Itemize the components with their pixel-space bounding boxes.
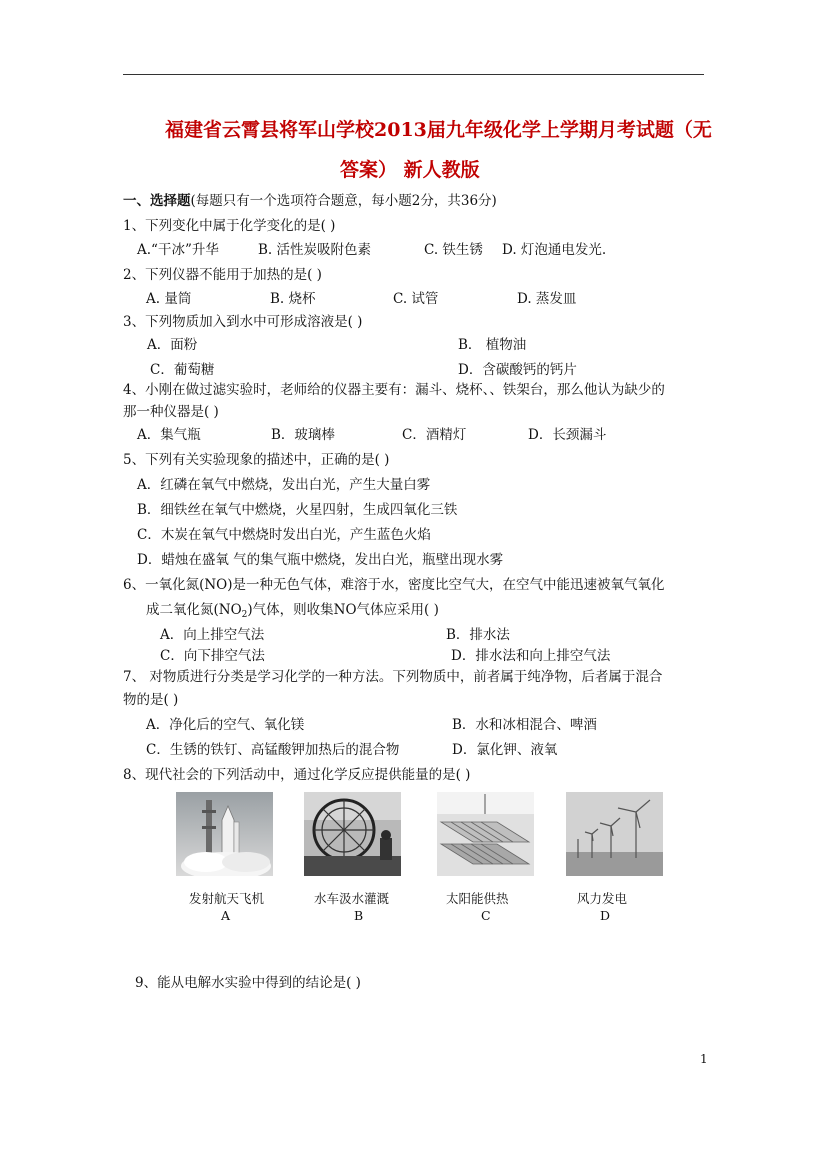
photo-waterwheel — [304, 792, 401, 876]
section-note: (每题只有一个选项符合题意，每小题2分，共36分) — [190, 193, 497, 209]
q6-stem-part2: )气体，则收集NO气体应采用( ) — [247, 602, 439, 618]
q6-option-d: D．排水法和向上排空气法 — [451, 648, 611, 664]
q6-option-a: A．向上排空气法 — [160, 627, 265, 643]
q2-option-b: B. 烧杯 — [270, 291, 316, 307]
q1-option-c: C. 铁生锈 — [424, 242, 483, 258]
q5-option-d: D．蜡烛在盛氧 气的集气瓶中燃烧，发出白光，瓶壁出现水雾 — [137, 552, 504, 568]
section-header — [123, 192, 497, 210]
q4-option-a: A．集气瓶 — [137, 427, 201, 443]
q4-option-b: B．玻璃棒 — [271, 427, 335, 443]
q2-option-d: D. 蒸发皿 — [517, 291, 577, 307]
q1-stem: 1、下列变化中属于化学变化的是( ) — [123, 218, 336, 234]
q4-stem-line2: 那一种仪器是( ) — [123, 404, 219, 420]
photo-wind-power — [566, 792, 663, 876]
q3-option-d: D．含碳酸钙的钙片 — [458, 362, 577, 378]
q5-option-a: A．红磷在氧气中燃烧，发出白光，产生大量白雾 — [137, 477, 431, 493]
q2-stem: 2、下列仪器不能用于加热的是( ) — [123, 267, 322, 283]
q4-option-c: C．酒精灯 — [402, 427, 467, 443]
q4-stem-line1: 4、小刚在做过滤实验时，老师给的仪器主要有：漏斗、烧杯、、铁架台，那么他认为缺少的 — [123, 382, 665, 398]
q7-stem-line1: 7、 对物质进行分类是学习化学的一种方法。下列物质中，前者属于纯净物，后者属于混合 — [123, 669, 663, 685]
doc-title-line1: 福建省云霄县将军山学校2013届九年级化学上学期月考试题（无 — [165, 119, 712, 141]
q3-stem: 3、下列物质加入到水中可形成溶液是( ) — [123, 314, 363, 330]
q8-letter-d: D — [600, 908, 611, 923]
q2-option-c: C. 试管 — [393, 291, 439, 307]
q7-option-a: A．净化后的空气、氧化镁 — [146, 717, 305, 733]
q7-option-c: C．生锈的铁钉、高锰酸钾加热后的混合物 — [146, 742, 400, 758]
q7-option-b: B．水和冰相混合、啤酒 — [452, 717, 597, 733]
q8-caption-d: 风力发电 — [577, 891, 628, 906]
q8-letter-b: B — [354, 908, 364, 923]
q3-option-b: B． 植物油 — [458, 337, 527, 353]
q8-caption-a: 发射航天飞机 — [189, 891, 265, 906]
q8-letter-a: A — [221, 908, 231, 923]
q4-option-d: D．长颈漏斗 — [528, 427, 607, 443]
q8-caption-c: 太阳能供热 — [446, 891, 509, 906]
q6-option-c: C．向下排空气法 — [160, 648, 265, 664]
doc-title-line2: 答案） 新人教版 — [340, 159, 480, 181]
q8-stem: 8、现代社会的下列活动中，通过化学反应提供能量的是( ) — [123, 767, 471, 783]
q6-option-b: B．排水法 — [446, 627, 510, 643]
q2-option-a: A. 量筒 — [146, 291, 192, 307]
q8-letter-c: C — [481, 908, 491, 923]
q1-option-a: A.“干冰”升华 — [137, 242, 219, 258]
q6-subscript: 2 — [241, 610, 248, 620]
q7-option-d: D．氯化钾、液氧 — [452, 742, 558, 758]
q6-stem-part1: 成二氧化氮(NO — [146, 602, 242, 618]
q5-option-b: B．细铁丝在氧气中燃烧，火星四射，生成四氧化三铁 — [137, 502, 458, 518]
q1-option-b: B. 活性炭吸附色素 — [258, 242, 372, 258]
q3-option-c: C．葡萄糖 — [150, 362, 215, 378]
photo-solar-heating — [437, 792, 534, 876]
header-rule — [123, 74, 704, 75]
section-heading: 一、选择题 — [123, 193, 191, 209]
q1-option-d: D. 灯泡通电发光. — [502, 242, 607, 258]
q8-caption-b: 水车汲水灌溉 — [314, 891, 390, 906]
q3-option-a: A．面粉 — [147, 337, 198, 353]
q6-stem-line1: 6、一氧化氮(NO)是一种无色气体，难溶于水，密度比空气大，在空气中能迅速被氧气氧化 — [123, 577, 665, 593]
q7-stem-line2: 物的是( ) — [123, 692, 179, 708]
q9-stem: 9、能从电解水实验中得到的结论是( ) — [135, 975, 361, 991]
q5-option-c: C．木炭在氧气中燃烧时发出白光，产生蓝色火焰 — [137, 527, 431, 543]
q5-stem: 5、下列有关实验现象的描述中，正确的是( ) — [123, 452, 390, 468]
photo-space-shuttle-launch — [176, 792, 273, 876]
q6-stem-line2 — [146, 601, 439, 624]
page-number: 1 — [700, 1052, 708, 1066]
